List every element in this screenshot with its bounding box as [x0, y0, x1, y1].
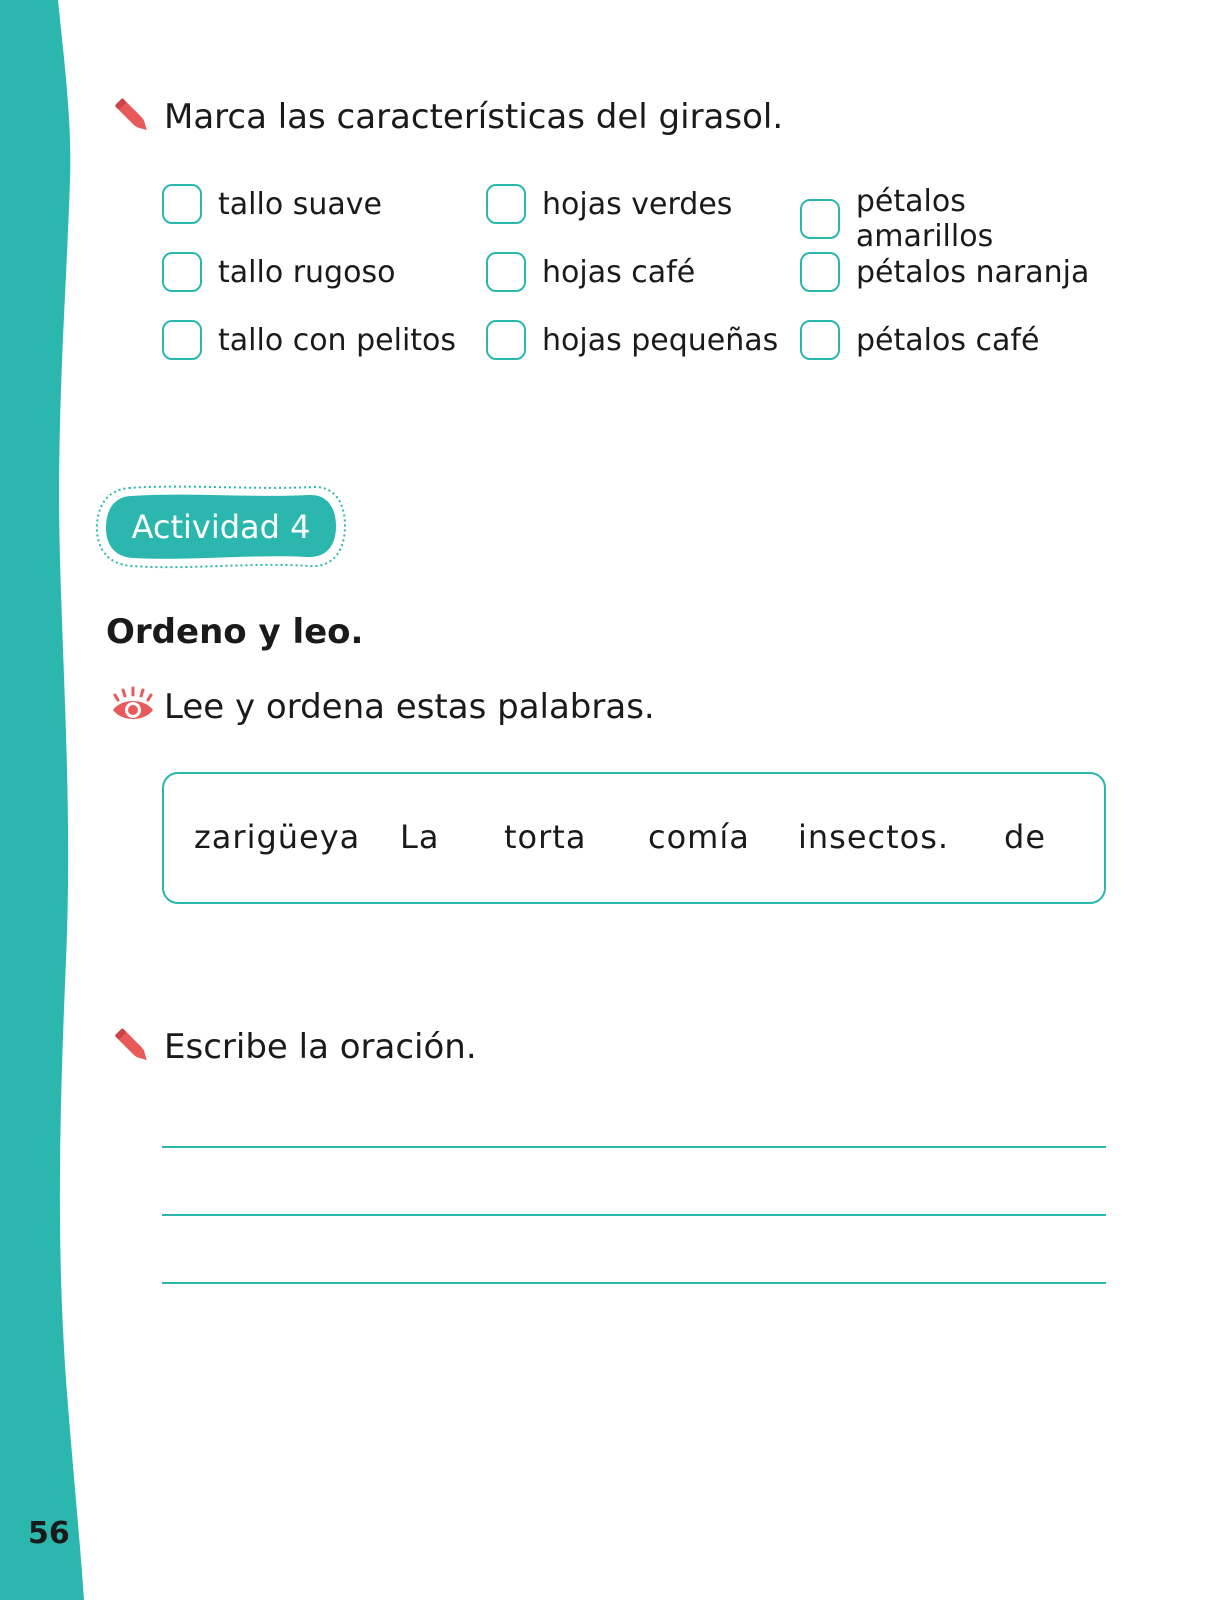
- checkbox[interactable]: [486, 320, 526, 360]
- checkbox[interactable]: [162, 252, 202, 292]
- instruction-text: Marca las características del girasol.: [164, 97, 784, 137]
- checkbox[interactable]: [800, 320, 840, 360]
- eye-icon: [110, 684, 156, 730]
- instruction-text: Lee y ordena estas palabras.: [164, 687, 655, 727]
- checkbox[interactable]: [162, 320, 202, 360]
- writing-line-1[interactable]: [162, 1146, 1106, 1148]
- option-label: pétalos naranja: [856, 254, 1090, 290]
- instruction-write: [110, 1024, 477, 1070]
- checkbox[interactable]: [162, 184, 202, 224]
- option-label: tallo con pelitos: [218, 322, 457, 358]
- option-hojas-verdes[interactable]: [486, 184, 732, 224]
- writing-line-2[interactable]: [162, 1214, 1106, 1216]
- checkbox[interactable]: [800, 252, 840, 292]
- option-tallo-rugoso[interactable]: [162, 252, 395, 292]
- checkbox[interactable]: [486, 252, 526, 292]
- writing-line-3[interactable]: [162, 1282, 1106, 1284]
- option-label: hojas café: [542, 254, 696, 290]
- option-label: hojas pequeñas: [542, 322, 779, 358]
- word-bank: [162, 772, 1106, 904]
- option-petalos-cafe[interactable]: [800, 320, 1039, 360]
- option-petalos-amarillos[interactable]: [800, 184, 1112, 254]
- activity-badge: [95, 484, 347, 570]
- word-torta: torta: [504, 818, 587, 856]
- option-hojas-pequenas[interactable]: [486, 320, 778, 360]
- word-la: La: [400, 818, 440, 856]
- checkbox[interactable]: [486, 184, 526, 224]
- word-insectos: insectos.: [798, 818, 950, 856]
- option-label: pétalos café: [856, 322, 1040, 358]
- option-label: tallo suave: [218, 186, 382, 222]
- word-zarigueya: zarigüeya: [194, 818, 361, 856]
- instruction-characteristics: [110, 94, 783, 140]
- option-label: pétalos amarillos: [855, 184, 994, 254]
- pencil-icon: [110, 1024, 156, 1070]
- page-number: 56: [28, 1516, 70, 1551]
- option-hojas-cafe[interactable]: [486, 252, 695, 292]
- word-de: de: [1004, 818, 1046, 856]
- option-tallo-con-pelitos[interactable]: [162, 320, 456, 360]
- instruction-order: [110, 684, 655, 730]
- word-comia: comía: [648, 818, 750, 856]
- section-heading: Ordeno y leo.: [106, 612, 364, 652]
- side-band: [0, 0, 110, 1600]
- option-tallo-suave[interactable]: [162, 184, 382, 224]
- option-label: hojas verdes: [542, 186, 733, 222]
- checkbox[interactable]: [800, 199, 840, 239]
- pencil-icon: [110, 94, 156, 140]
- option-label: tallo rugoso: [218, 254, 396, 290]
- characteristics-options: [162, 184, 1112, 374]
- instruction-text: Escribe la oración.: [164, 1027, 477, 1067]
- option-petalos-naranja[interactable]: [800, 252, 1089, 292]
- activity-label: Actividad 4: [131, 508, 311, 546]
